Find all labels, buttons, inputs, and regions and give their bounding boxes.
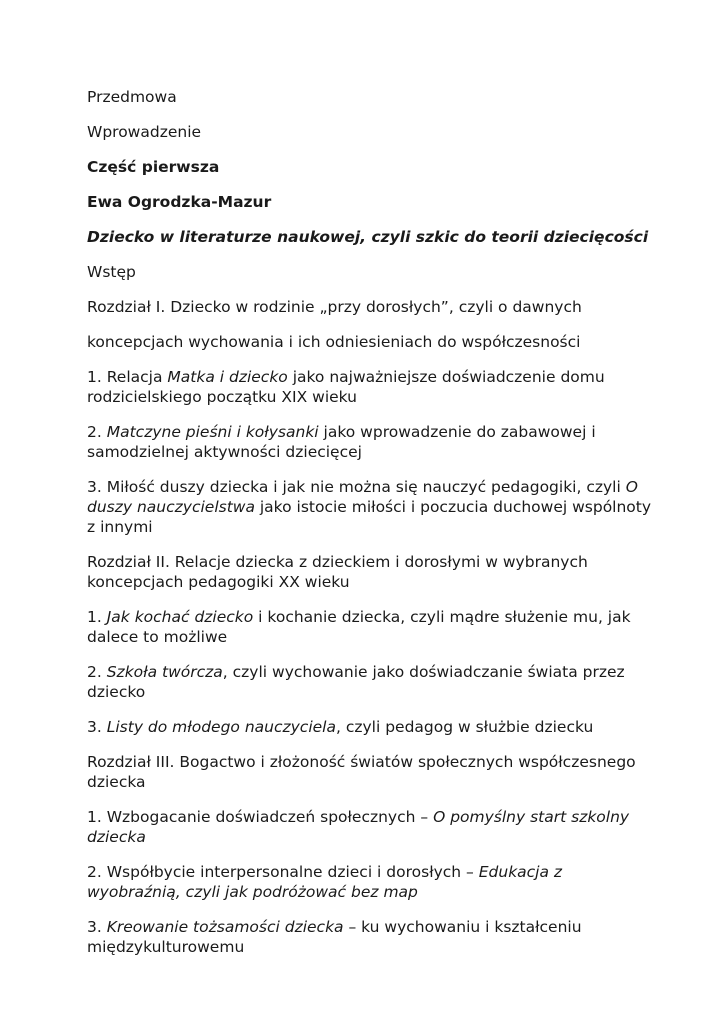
chapter3-item-2: 2. Współbycie interpersonalne dzieci i dorosłych – Edukacja z wyobraźnią, czyli jak podróżować bez map [87,863,563,901]
chapter1-title-line2: koncepcjach wychowania i ich odniesieniach do współczesności [87,333,581,351]
toc-wstep: Wstęp [87,263,136,281]
toc-przedmowa: Przedmowa [87,88,177,106]
document-page [87,87,657,972]
chapter3-item-3: 3. Kreowanie tożsamości dziecka – ku wychowaniu i kształceniu międzykulturowemu [87,918,582,956]
chapter3-title: Rozdział III. Bogactwo i złożoność światów społecznych współczesnego dziecka [87,753,636,791]
chapter1-item-2: 2. Matczyne pieśni i kołysanki jako wprowadzenie do zabawowej i samodzielnej aktywności dziecięcej [87,423,596,461]
section-title: Dziecko w literaturze naukowej, czyli szkic do teorii dziecięcości [87,228,649,246]
chapter2-item-3: 3. Listy do młodego nauczyciela, czyli pedagog w służbie dziecku [87,718,594,736]
chapter2-item-2: 2. Szkoła twórcza, czyli wychowanie jako doświadczanie świata przez dziecko [87,663,625,701]
author-name: Ewa Ogrodzka-Mazur [87,193,272,211]
part-title: Część pierwsza [87,158,220,176]
chapter1-item-3: 3. Miłość duszy dziecka i jak nie można się nauczyć pedagogiki, czyli O duszy nauczycielstwa jako istocie miłości i poczucia duchowej wspólnoty z innymi [87,478,652,536]
chapter2-item-1: 1. Jak kochać dziecko i kochanie dziecka, czyli mądre służenie mu, jak dalece to możliwe [87,608,631,646]
chapter1-title-line1: Rozdział I. Dziecko w rodzinie „przy dorosłych”, czyli o dawnych [87,298,582,316]
toc-wprowadzenie: Wprowadzenie [87,123,202,141]
chapter1-item-1: 1. Relacja Matka i dziecko jako najważniejsze doświadczenie domu rodzicielskiego początku XIX wieku [87,368,605,406]
chapter2-title: Rozdział II. Relacje dziecka z dzieckiem i dorosłymi w wybranych koncepcjach pedagogiki XX wieku [87,553,588,591]
chapter3-item-1: 1. Wzbogacanie doświadczeń społecznych – O pomyślny start szkolny dziecka [87,808,630,846]
